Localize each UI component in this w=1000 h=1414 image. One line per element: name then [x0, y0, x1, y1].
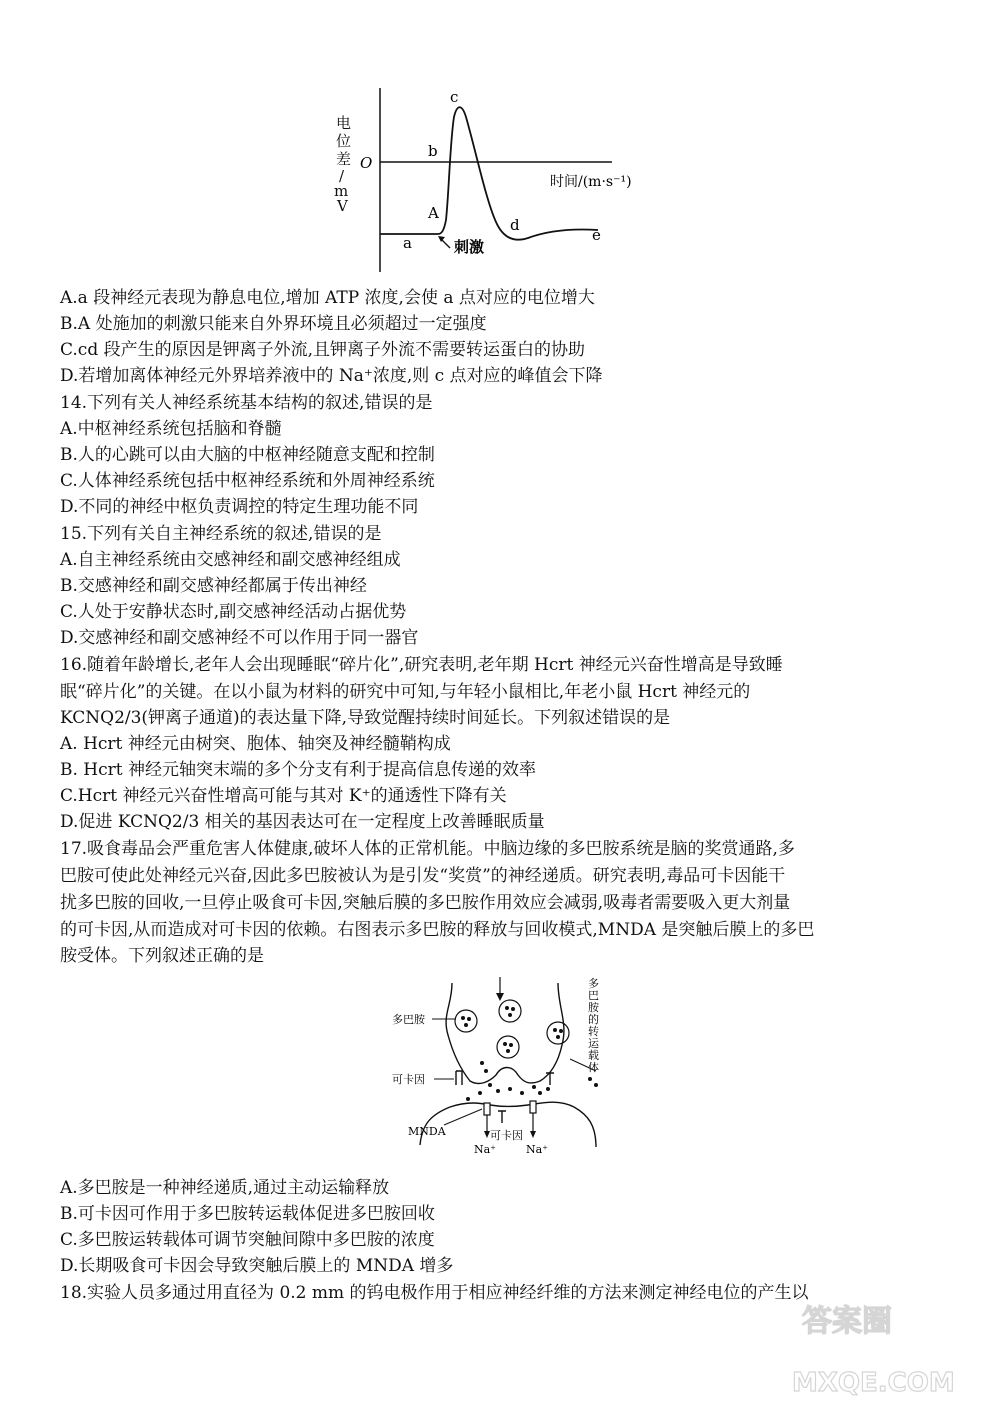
na-label-right: Na⁺ — [526, 1143, 548, 1156]
q14-option-c: C.人体神经系统包括中枢神经系统和外周神经系统 — [60, 471, 435, 491]
synapse-figure — [390, 975, 620, 1165]
svg-text:转: 转 — [588, 1025, 599, 1038]
q16-option-a: A. Hcrt 神经元由树突、胞体、轴突及神经髓鞘构成 — [60, 734, 451, 754]
q17-option-b: B.可卡因可作用于多巴胺转运载体促进多巴胺回收 — [60, 1204, 435, 1224]
q13-option-a: A.a 段神经元表现为静息电位,增加 ATP 浓度,会使 a 点对应的电位增大 — [60, 288, 595, 308]
vesicle — [455, 1010, 477, 1032]
q15-option-d: D.交感神经和副交感神经不可以作用于同一器官 — [60, 628, 419, 648]
mnda-label: MNDA — [408, 1125, 446, 1138]
q18-stem: 18.实验人员多通过用直径为 0.2 mm 的钨电极作用于相应神经纤维的方法来测定神经电位的产生以 — [60, 1283, 809, 1303]
q16-stem-line: 眠“碎片化”的关键。在以小鼠为材料的研究中可知,与年轻小鼠相比,年老小鼠 Hcrt 神经元的 — [60, 682, 751, 702]
transporter-label — [588, 977, 600, 1074]
point-label-a: a — [403, 234, 412, 252]
point-label-e: e — [592, 226, 601, 244]
na-arrowhead — [530, 1131, 536, 1138]
q16-stem-line: 16.随着年龄增长,老年人会出现睡眠“碎片化”,研究表明,老年期 Hcrt 神经元兴奋性增高是导致睡 — [60, 655, 783, 675]
x-axis-label: 时间/(m·s⁻¹) — [550, 174, 632, 190]
q16-option-c: C.Hcrt 神经元兴奋性增高可能与其对 K⁺的通透性下降有关 — [60, 786, 507, 806]
vesicle-dot — [506, 1049, 510, 1053]
watermark-url: MXQE.COM — [792, 1368, 955, 1398]
svg-text:运: 运 — [588, 1037, 599, 1050]
q16-stem-line: KCNQ2/3(钾离子通道)的表达量下降,导致觉醒持续时间延长。下列叙述错误的是 — [60, 708, 671, 728]
site-watermark — [772, 1286, 982, 1406]
q17-stem-line: 胺受体。下列叙述正确的是 — [60, 946, 264, 966]
ylabel-char: m — [334, 182, 349, 200]
mnda-receptor — [484, 1103, 490, 1115]
svg-text:巴: 巴 — [588, 989, 599, 1002]
svg-text:胺: 胺 — [588, 1001, 599, 1014]
q15-option-a: A.自主神经系统由交感神经和副交感神经组成 — [60, 550, 401, 570]
q17-option-c: C.多巴胺运转载体可调节突触间隙中多巴胺的浓度 — [60, 1230, 435, 1250]
ylabel-char: 电 — [336, 114, 352, 132]
q16-option-b: B. Hcrt 神经元轴突末端的多个分支有利于提高信息传递的效率 — [60, 760, 537, 780]
q17-stem-line: 的可卡因,从而造成对可卡因的依赖。右图表示多巴胺的释放与回收模式,MNDA 是突触后膜上的多巴 — [60, 920, 815, 940]
mnda-leader — [444, 1109, 482, 1125]
cocaine-bottom-label: 可卡因 — [490, 1129, 523, 1142]
q17-stem-line: 扰多巴胺的回收,一旦停止吸食可卡因,突触后膜的多巴胺作用效应会减弱,吸毒者需要吸入更大剂量 — [60, 893, 791, 913]
svg-text:体: 体 — [588, 1061, 599, 1074]
vesicle — [499, 1000, 521, 1022]
svg-text:多: 多 — [588, 977, 599, 990]
presynaptic-membrane — [446, 983, 564, 1083]
dopamine-label: 多巴胺 — [392, 1013, 425, 1026]
q14-option-a: A.中枢神经系统包括脑和脊髓 — [60, 419, 282, 439]
vesicle-dot — [508, 1013, 512, 1017]
vesicle-dot — [553, 1028, 557, 1032]
action-potential-figure — [330, 82, 670, 277]
point-label-c: c — [450, 88, 459, 106]
vesicle-dot — [511, 1007, 515, 1011]
input-arrowhead — [496, 993, 504, 1001]
q17-option-a: A.多巴胺是一种神经递质,通过主动运输释放 — [60, 1178, 390, 1198]
na-label-left: Na⁺ — [474, 1143, 496, 1156]
vesicle-dot — [503, 1042, 507, 1046]
ylabel-char: V — [337, 197, 348, 215]
vesicle-dot — [505, 1006, 509, 1010]
q16-option-d: D.促进 KCNQ2/3 相关的基因表达可在一定程度上改善睡眠质量 — [60, 812, 545, 832]
q15-stem: 15.下列有关自主神经系统的叙述,错误的是 — [60, 524, 382, 544]
vesicle — [547, 1022, 569, 1044]
q13-option-b: B.A 处施加的刺激只能来自外界环境且必须超过一定强度 — [60, 314, 487, 334]
point-label-d: d — [510, 216, 520, 234]
q13-option-d: D.若增加离体神经元外界培养液中的 Na⁺浓度,则 c 点对应的峰值会下降 — [60, 366, 603, 386]
watermark-logo: 答案圈 — [802, 1304, 892, 1339]
q15-option-b: B.交感神经和副交感神经都属于传出神经 — [60, 576, 367, 596]
vesicle-dot — [461, 1016, 465, 1020]
vesicle-dot — [556, 1035, 560, 1039]
q14-stem: 14.下列有关人神经系统基本结构的叙述,错误的是 — [60, 393, 433, 413]
q17-stem-line: 巴胺可使此处神经元兴奋,因此多巴胺被认为是引发“奖赏”的神经递质。研究表明,毒品可卡因能干 — [60, 866, 786, 886]
point-label-A: A — [428, 204, 439, 222]
stimulus-label: 刺激 — [454, 238, 485, 256]
vesicle-dot — [559, 1029, 563, 1033]
mnda-receptor — [530, 1101, 536, 1113]
q13-option-c: C.cd 段产生的原因是钾离子外流,且钾离子外流不需要转运蛋白的协助 — [60, 340, 586, 360]
cocaine-blocker — [498, 1111, 506, 1123]
ylabel-char: / — [339, 167, 345, 185]
vesicle — [497, 1036, 519, 1058]
q17-option-d: D.长期吸食可卡因会导致突触后膜上的 MNDA 增多 — [60, 1256, 454, 1276]
q14-option-b: B.人的心跳可以由大脑的中枢神经随意支配和控制 — [60, 445, 435, 465]
q14-option-d: D.不同的神经中枢负责调控的特定生理功能不同 — [60, 497, 419, 517]
vesicle-dot — [467, 1017, 471, 1021]
origin-label: O — [360, 154, 373, 172]
cocaine-blocker — [456, 1071, 462, 1085]
point-label-b: b — [428, 142, 438, 160]
svg-text:的: 的 — [588, 1013, 599, 1026]
vesicle-dot — [509, 1043, 513, 1047]
ylabel-char: 位 — [336, 132, 352, 150]
vesicle-dot — [464, 1023, 468, 1027]
q17-stem-line: 17.吸食毒品会严重危害人体健康,破坏人体的正常机能。中脑边缘的多巴胺系统是脑的奖赏通路,多 — [60, 839, 795, 859]
q15-option-c: C.人处于安静状态时,副交感神经活动占据优势 — [60, 602, 407, 622]
cocaine-label: 可卡因 — [392, 1073, 425, 1086]
y-axis-label — [334, 114, 351, 215]
released-dopamine — [466, 1061, 598, 1101]
ylabel-char: 差 — [336, 150, 352, 168]
svg-text:载: 载 — [588, 1049, 599, 1062]
